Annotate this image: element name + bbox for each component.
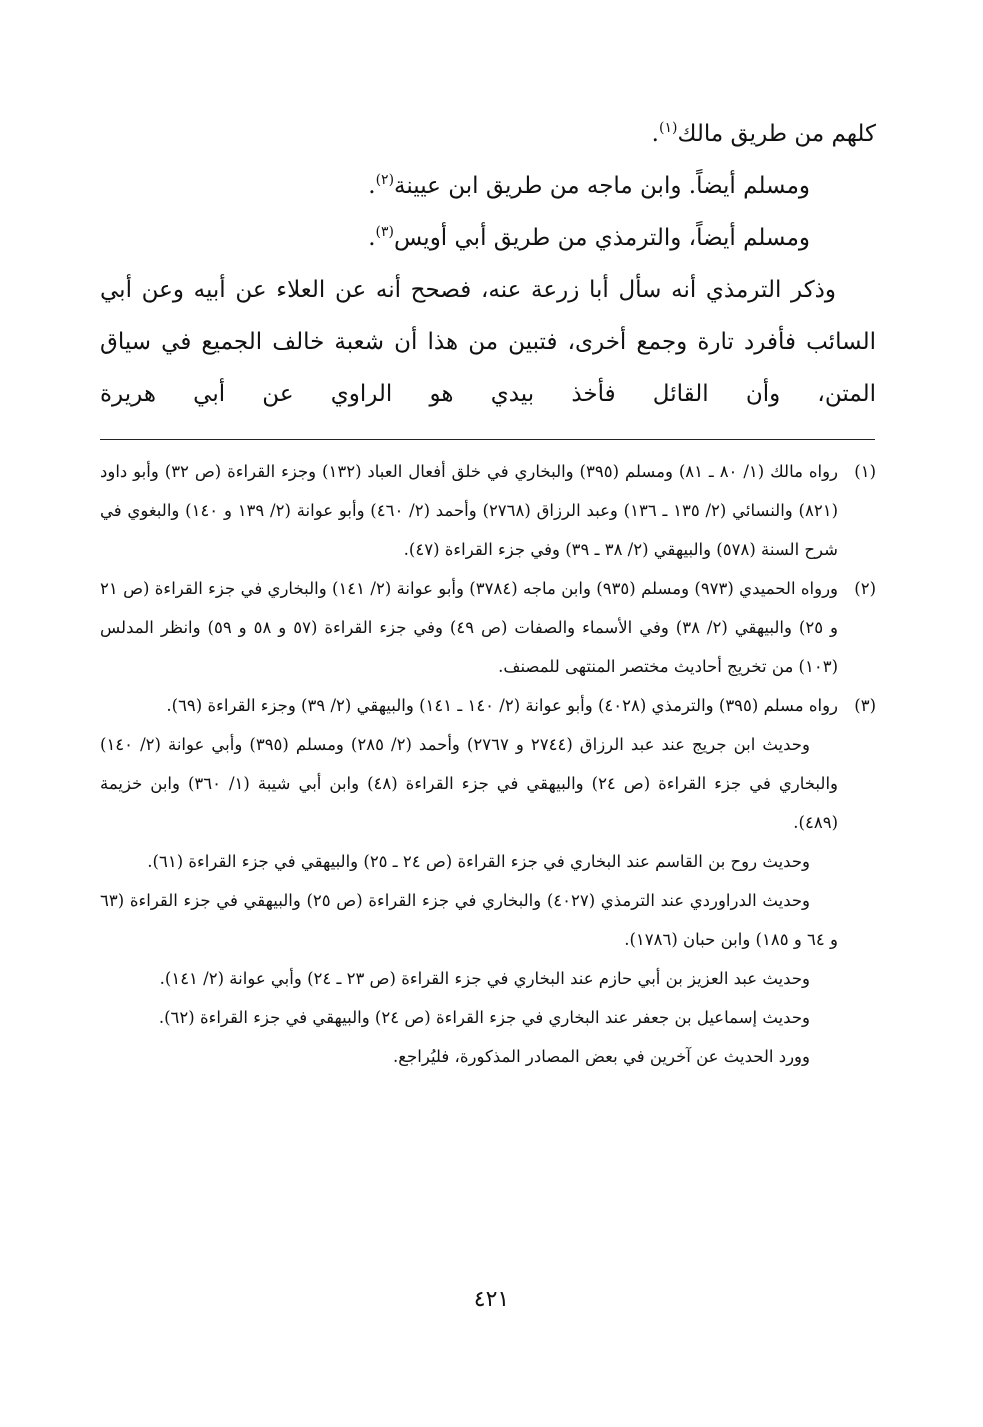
- footnote-number: (٣): [854, 696, 876, 715]
- footnote-paragraph: ورواه الحميدي (٩٧٣) ومسلم (٩٣٥) وابن ماجه (٣٧٨٤) وأبو عوانة (٢/ ١٤١) والبخاري في جزء القراءة (ص ٢١ و ٢٥) والبيهقي (٢/ ٣٨) وفي الأسماء والصفات (ص ٤٩) وفي جزء القراءة (٥٧ و ٥٨ و ٥٩) وانظر المدلس (١٠٣) من تخريج أحاديث مختصر المنتهى للمصنف.: [100, 579, 838, 676]
- footnotes: [100, 452, 876, 1076]
- footnote-paragraph: وورد الحديث عن آخرين في بعض المصادر المذكورة، فليُراجع.: [393, 1047, 810, 1066]
- footnote-1: [100, 452, 876, 569]
- main-line-1-tail: .: [651, 121, 659, 147]
- footnote-paragraph: وحديث عبد العزيز بن أبي حازم عند البخاري في جزء القراءة (ص ٢٣ ـ ٢٤) وأبي عوانة (٢/ ١٤١).: [159, 969, 810, 988]
- footnote-ref-1[interactable]: (١): [658, 120, 678, 136]
- footnote-ref-3[interactable]: (٣): [375, 224, 394, 240]
- footnote-paragraph: وحديث إسماعيل بن جعفر عند البخاري في جزء القراءة (ص ٢٤) والبيهقي في جزء القراءة (٦٢).: [158, 1008, 810, 1027]
- footnote-ref-2[interactable]: (٢): [375, 172, 395, 188]
- footnote-number: (١): [854, 462, 876, 481]
- page-number: ٤٢١: [473, 1287, 510, 1312]
- main-line-1: [100, 108, 876, 160]
- footnote-separator: [100, 439, 875, 440]
- footnote-paragraph: وحديث الدراوردي عند الترمذي (٤٠٢٧) والبخاري في جزء القراءة (ص ٢٥) والبيهقي في جزء القراءة (٦٣ و ٦٤ و ١٨٥) وابن حبان (١٧٨٦).: [100, 891, 838, 949]
- main-line-3: [100, 212, 876, 264]
- footnote-paragraph: وحديث ابن جريج عند عبد الرزاق (٢٧٤٤ و ٢٧٦٧) وأحمد (٢/ ٢٨٥) ومسلم (٣٩٥) وأبي عوانة (٢/ ١٤٠) والبخاري في جزء القراءة (ص ٢٤) والبيهقي في جزء القراءة (٤٨) وابن أبي شيبة (١/ ٣٦٠) وابن خزيمة (٤٨٩).: [100, 735, 838, 832]
- footnote-2: [100, 569, 876, 686]
- main-text: [100, 108, 876, 420]
- footnote-paragraph: رواه مالك (١/ ٨٠ ـ ٨١) ومسلم (٣٩٥) والبخاري في خلق أفعال العباد (١٣٢) وجزء القراءة (ص ٣٢) وأبو داود (٨٢١) والنسائي (٢/ ١٣٥ ـ ١٣٦) وعبد الرزاق (٢٧٦٨) وأحمد (٢/ ٤٦٠) وأبو عوانة (٢/ ١٣٩ و ١٤٠) والبغوي في شرح السنة (٥٧٨) والبيهقي (٢/ ٣٨ ـ ٣٩) وفي جزء القراءة (٤٧).: [100, 462, 839, 559]
- main-line-2-text: ومسلم أيضاً. وابن ماجه من طريق ابن عيينة: [394, 173, 810, 199]
- main-line-3-tail: .: [368, 225, 376, 251]
- main-line-1-text: كلهم من طريق مالك: [677, 121, 876, 147]
- footnote-body: [100, 686, 838, 1076]
- footnote-body: [100, 569, 838, 686]
- main-line-2-tail: .: [368, 173, 376, 199]
- footnote-3: [100, 686, 876, 1076]
- main-line-2: [100, 160, 876, 212]
- footnote-paragraph: رواه مسلم (٣٩٥) والترمذي (٤٠٢٨) وأبو عوانة (٢/ ١٤٠ ـ ١٤١) والبيهقي (٢/ ٣٩) وجزء القراءة (٦٩).: [166, 696, 838, 715]
- footnote-body: [100, 452, 838, 569]
- footnote-paragraph: وحديث روح بن القاسم عند البخاري في جزء القراءة (ص ٢٤ ـ ٢٥) والبيهقي في جزء القراءة (٦١).: [147, 852, 810, 871]
- main-line-3-text: ومسلم أيضاً، والترمذي من طريق أبي أويس: [393, 225, 810, 251]
- main-paragraph: وذكر الترمذي أنه سأل أبا زرعة عنه، فصحح أنه عن العلاء عن أبيه وعن أبي السائب فأفرد تارة وجمع أخرى، فتبين من هذا أن شعبة خالف الجميع في سياق المتن، وأن القائل فأخذ بيدي هو الراوي عن أبي هريرة: [100, 277, 876, 407]
- footnote-number: (٢): [854, 579, 876, 598]
